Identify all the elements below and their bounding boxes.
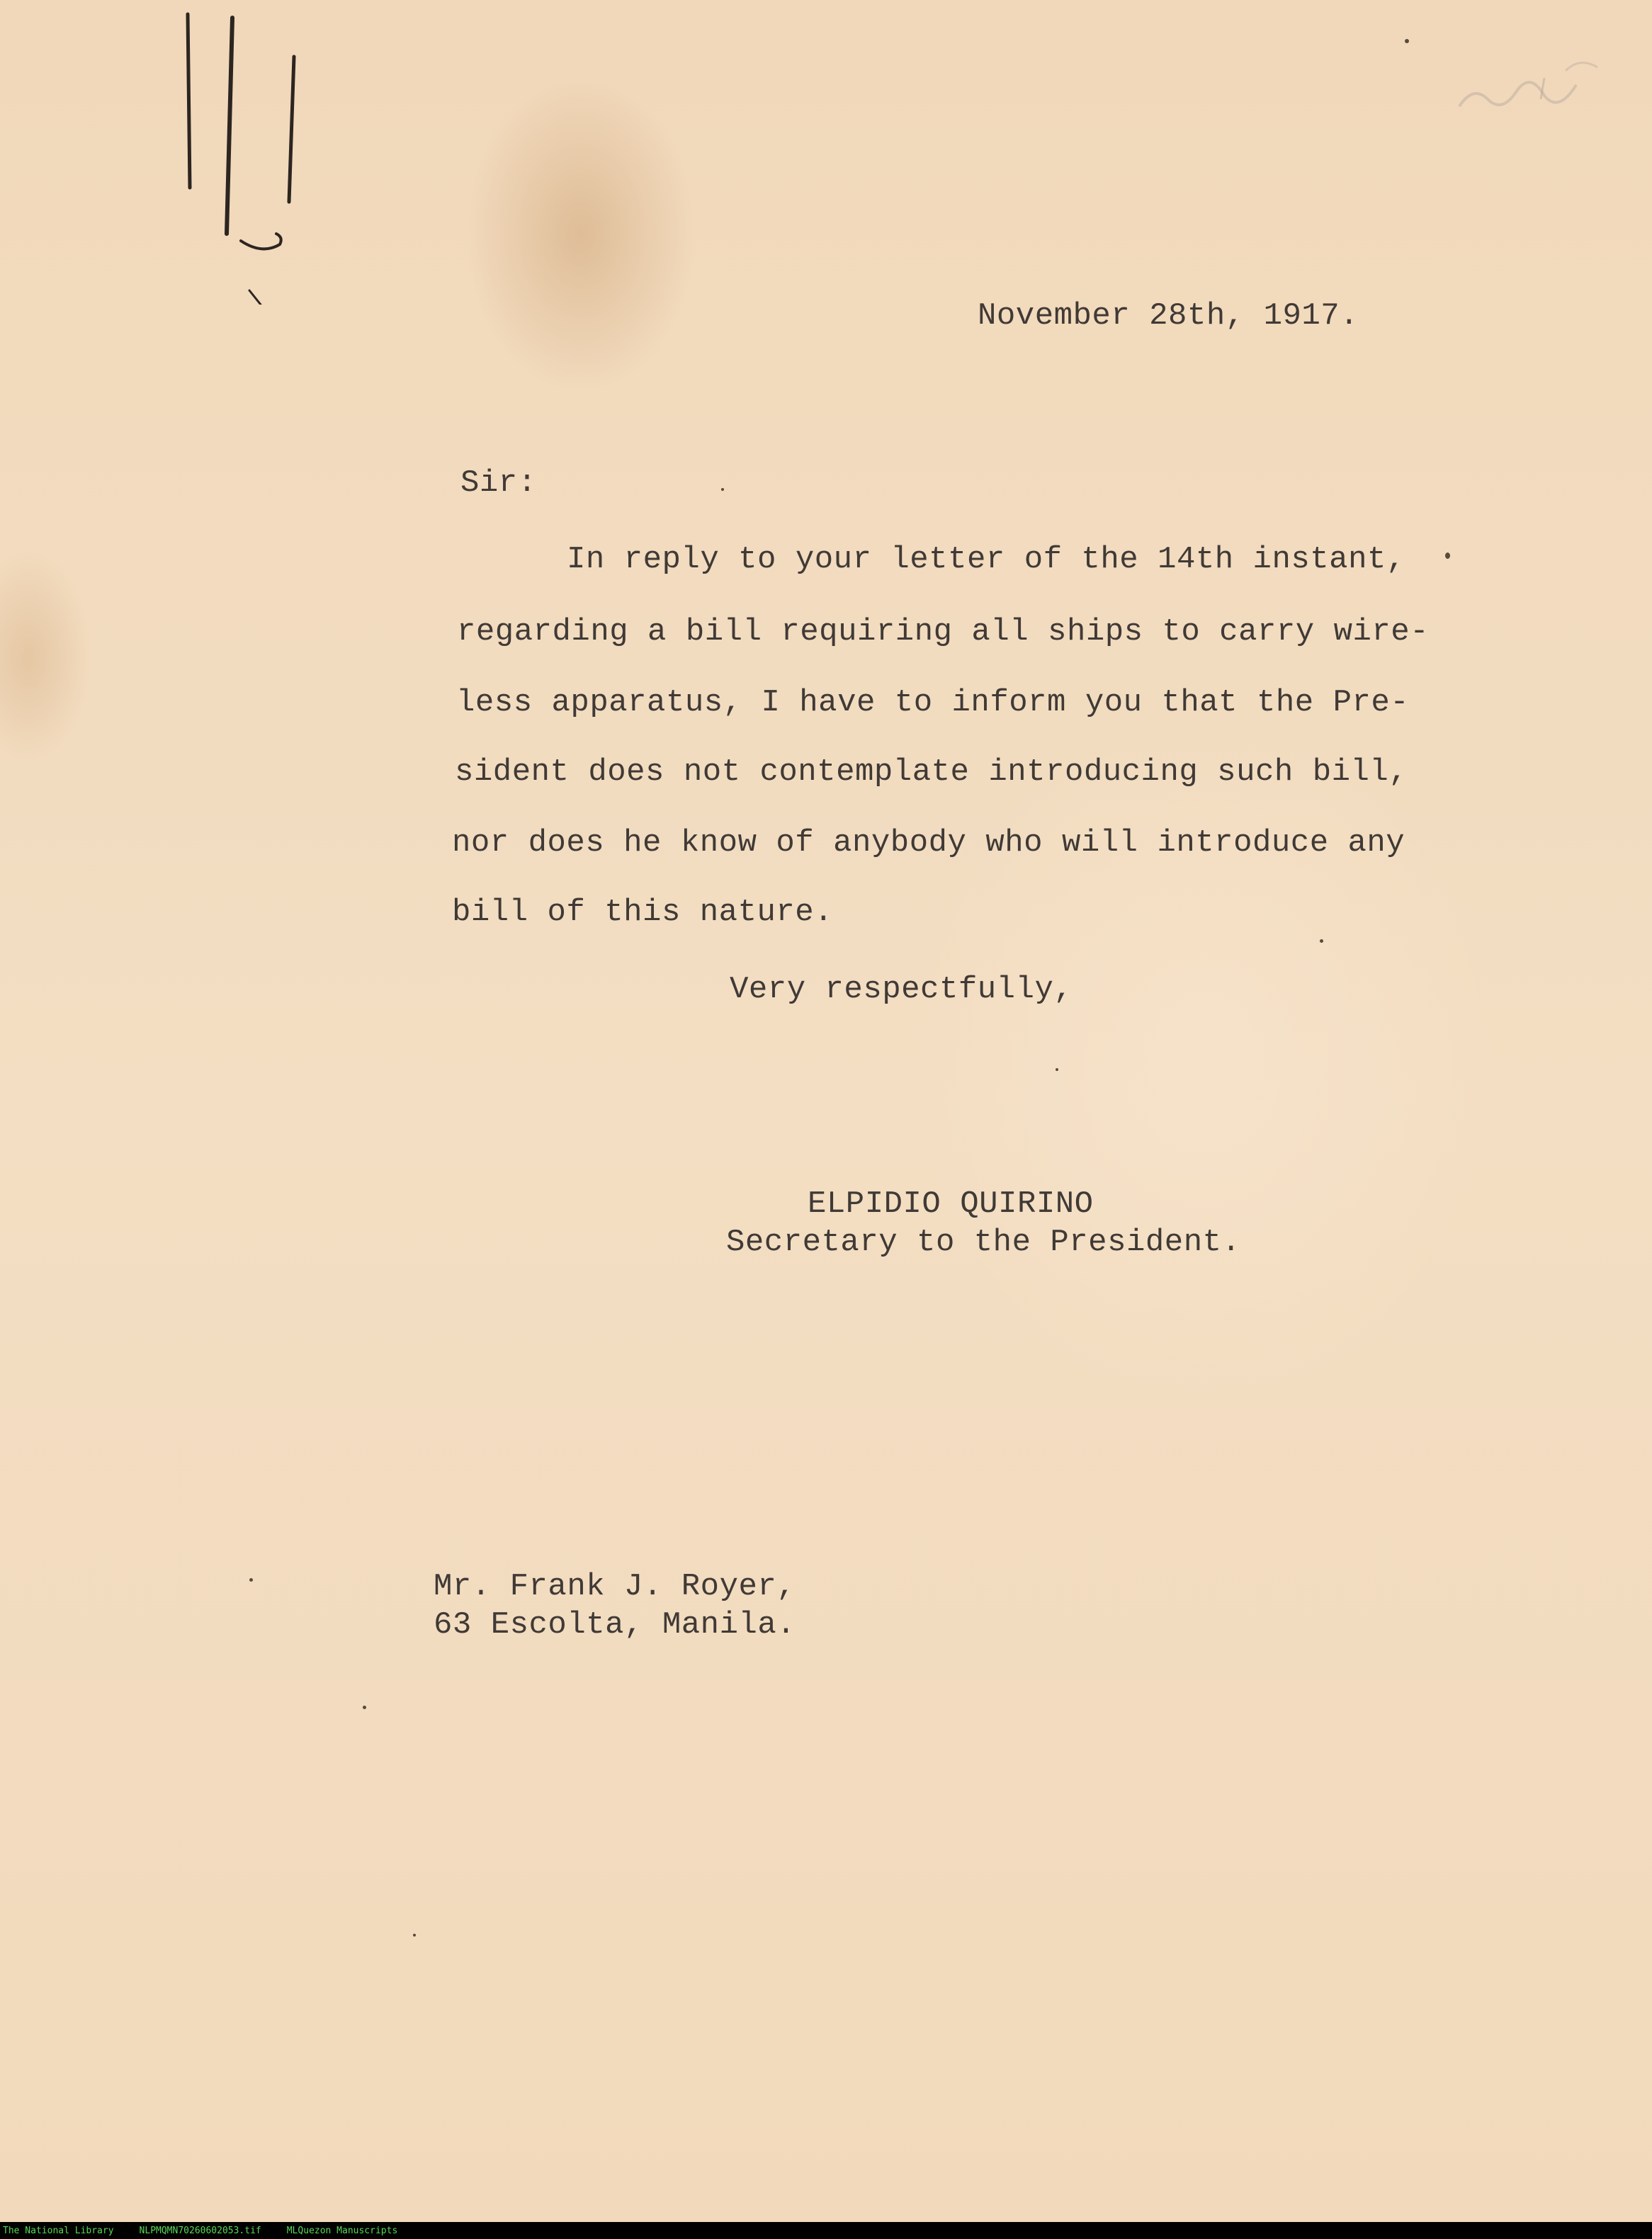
body-line: sident does not contemplate introducing such bill, — [455, 754, 1408, 790]
addressee-name: Mr. Frank J. Royer, — [434, 1569, 796, 1604]
footer-library: The National Library — [3, 2225, 114, 2236]
paper-speck — [413, 1934, 416, 1937]
footer-file: NLPMQMN70260602053.tif — [139, 2225, 261, 2236]
signer-name: ELPIDIO QUIRINO — [808, 1186, 1094, 1222]
footer-collection: MLQuezon Manuscripts — [286, 2225, 398, 2236]
pencil-tally-marks — [170, 0, 333, 305]
salutation: Sir: — [460, 465, 537, 501]
scan-footer-bar — [0, 2222, 1652, 2239]
body-line: nor does he know of anybody who will introduce any — [452, 825, 1405, 861]
paper-speck — [1405, 39, 1409, 43]
signer-title: Secretary to the President. — [726, 1225, 1241, 1260]
letter-date: November 28th, 1917. — [978, 298, 1359, 334]
addressee-address: 63 Escolta, Manila. — [434, 1607, 796, 1643]
paper-speck — [363, 1706, 366, 1709]
closing: Very respectfully, — [730, 972, 1073, 1007]
paper-speck — [249, 1578, 253, 1582]
paper-speck — [1320, 939, 1323, 943]
paper-speck — [1056, 1068, 1058, 1071]
body-line: less apparatus, I have to inform you that the Pre- — [456, 685, 1410, 720]
body-line: In reply to your letter of the 14th instant, — [567, 542, 1405, 577]
body-line: regarding a bill requiring all ships to carry wire- — [457, 614, 1430, 650]
body-line: bill of this nature. — [452, 895, 834, 930]
paper-speck — [721, 488, 724, 491]
corner-pencil-annotation — [1445, 42, 1629, 127]
paper-speck — [1445, 552, 1450, 559]
